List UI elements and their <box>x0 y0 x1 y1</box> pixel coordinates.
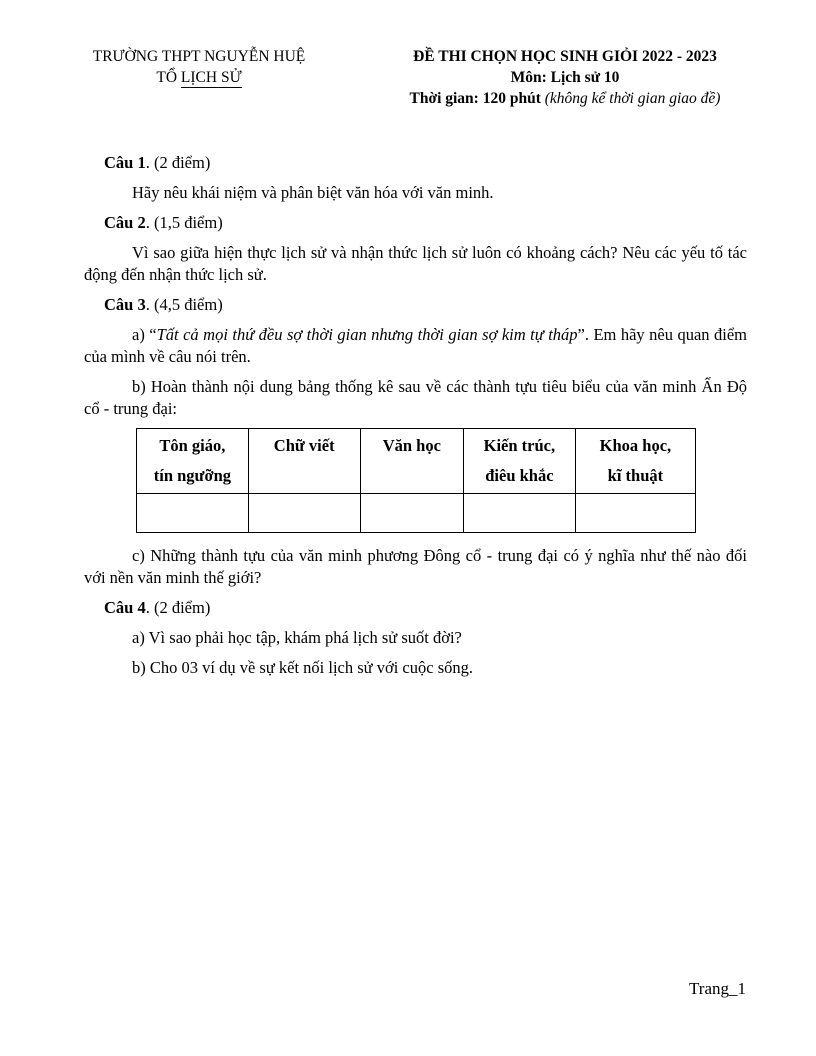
table-cell <box>464 494 576 533</box>
question-label: Câu 1 <box>104 153 146 172</box>
page-number: Trang_1 <box>689 979 746 998</box>
question-label: Câu 2 <box>104 213 146 232</box>
table-cell <box>360 494 463 533</box>
exam-time <box>380 88 750 109</box>
table-cell <box>575 494 695 533</box>
question-1-heading <box>104 152 747 174</box>
q3a-quote: Tất cả mọi thứ đều sợ thời gian nhưng thời gian sợ kim tự tháp <box>156 325 578 344</box>
table-header-cell: Văn học <box>360 429 463 494</box>
question-1-text: Hãy nêu khái niệm và phân biệt văn hóa với văn minh. <box>132 183 494 202</box>
table-cell <box>248 494 360 533</box>
question-points: . (4,5 điểm) <box>145 295 223 314</box>
table-header-cell: Tôn giáo, tín ngưỡng <box>137 429 249 494</box>
table-header-row <box>137 429 696 494</box>
exam-title: ĐỀ THI CHỌN HỌC SINH GIỎI 2022 - 2023 <box>413 48 717 65</box>
school-header <box>78 46 320 88</box>
exam-subject: Môn: Lịch sử 10 <box>510 69 620 86</box>
question-4b-text: b) Cho 03 ví dụ về sự kết nối lịch sử với cuộc sống. <box>132 658 473 677</box>
time-label: Thời gian: 120 phút <box>409 90 541 107</box>
exam-content <box>84 152 747 687</box>
question-points: . (2 điểm) <box>145 598 211 617</box>
q3a-prefix: a) “ <box>132 325 157 344</box>
question-3c-text: c) Những thành tựu của văn minh phương Đông cổ - trung đại có ý nghĩa như thế nào đối với nền văn minh thế giới? <box>84 546 747 587</box>
achievements-table <box>136 428 696 533</box>
table-row <box>137 494 696 533</box>
q3a-suffix: ”. Em hãy nêu quan điểm của mình về câu nói trên. <box>84 325 747 366</box>
school-name: TRƯỜNG THPT NGUYỄN HUỆ <box>92 48 306 65</box>
question-3-heading <box>104 294 747 316</box>
exam-header <box>380 46 750 109</box>
question-4-heading <box>104 597 747 619</box>
question-points: . (2 điểm) <box>145 153 211 172</box>
question-2-text: Vì sao giữa hiện thực lịch sử và nhận thức lịch sử luôn có khoảng cách? Nêu các yếu tố tác động đến nhận thức lịch sử. <box>84 243 747 284</box>
department <box>156 67 241 88</box>
question-3a-text <box>84 324 747 368</box>
table-header-cell: Chữ viết <box>248 429 360 494</box>
table-header-cell: Khoa học, kĩ thuật <box>575 429 695 494</box>
table-header-cell: Kiến trúc, điêu khắc <box>464 429 576 494</box>
table-cell <box>137 494 249 533</box>
time-note: (không kể thời gian giao đề) <box>544 90 721 107</box>
department-prefix: TỔ <box>156 69 181 86</box>
question-2-heading <box>104 212 747 234</box>
question-3b-text: b) Hoàn thành nội dung bảng thống kê sau về các thành tựu tiêu biểu của văn minh Ấn Độ cổ - trung đại: <box>84 377 747 418</box>
question-label: Câu 3 <box>104 295 146 314</box>
question-points: . (1,5 điểm) <box>145 213 223 232</box>
department-name: LỊCH SỬ <box>180 69 242 86</box>
question-label: Câu 4 <box>104 598 146 617</box>
question-4a-text: a) Vì sao phải học tập, khám phá lịch sử suốt đời? <box>132 628 462 647</box>
